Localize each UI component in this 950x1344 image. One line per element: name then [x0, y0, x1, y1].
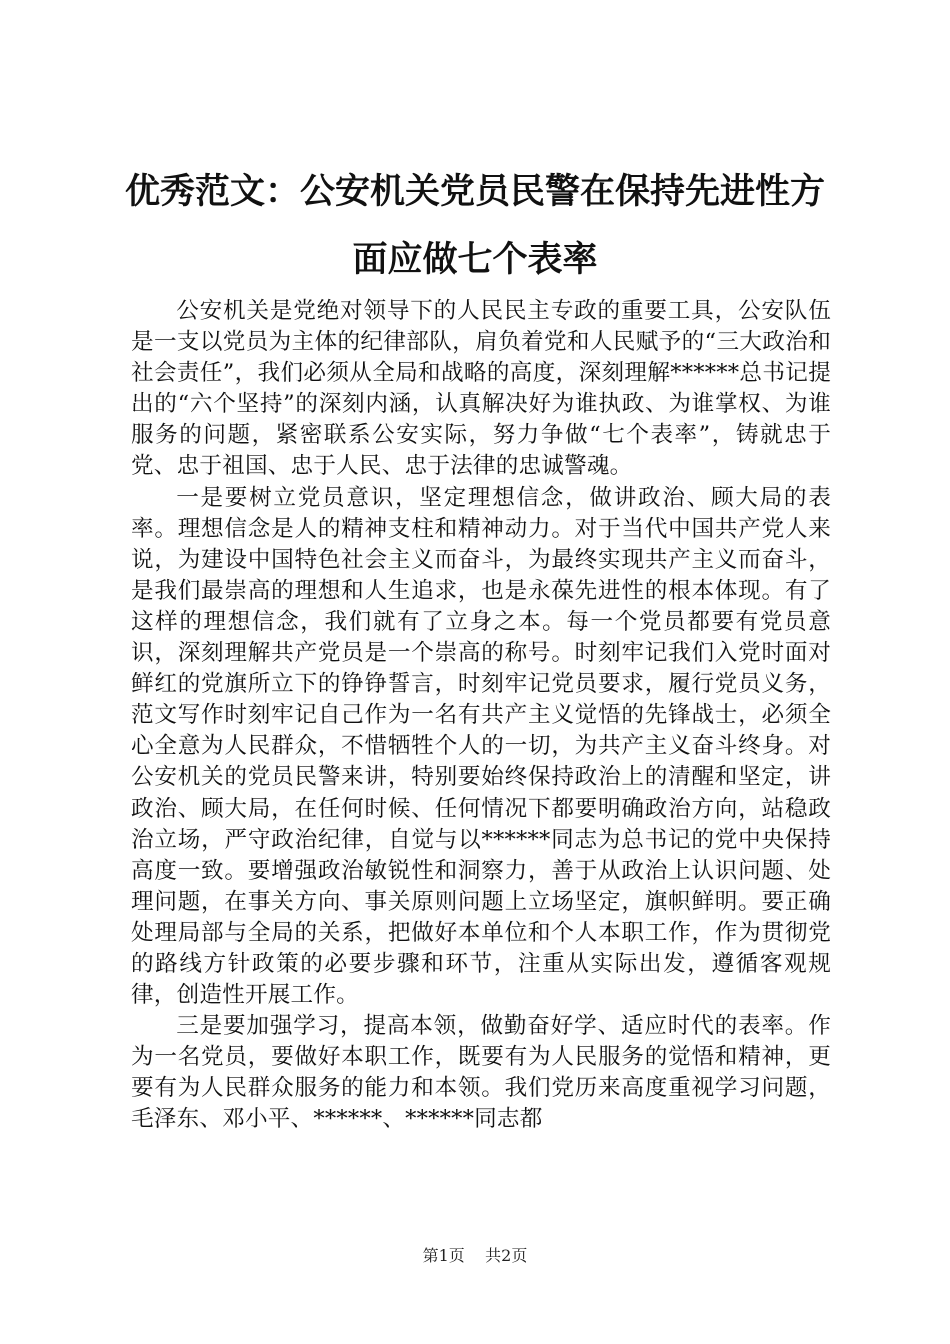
document-body: [131, 296, 831, 1136]
paragraph-three: 三是要加强学习，提高本领，做勤奋好学、适应时代的表率。作为一名党员，要做好本职工作，既要有为人民服务的觉悟和精神，更要有为人民群众服务的能力和本领。我们党历来高度重视学习问题，毛泽东、邓小平、******、******同志都: [131, 1013, 831, 1133]
total-pages: 共2页: [485, 1246, 528, 1265]
document-title: 优秀范文：公安机关党员民警在保持先进性方面应做七个表率: [124, 171, 825, 280]
footer-gap: [470, 1246, 480, 1266]
page-number: 第1页: [422, 1246, 465, 1265]
paragraph-intro: 公安机关是党绝对领导下的人民民主专政的重要工具，公安队伍是一支以党员为主体的纪律部队，肩负着党和人民赋予的“三大政治和社会责任”，我们必须从全局和战略的高度，深刻理解******总书记提出的“六个坚持”的深刻内涵，认真解决好为谁执政、为谁掌权、为谁服务的问题，紧密联系公安实际，努力争做“七个表率”，铸就忠于党、忠于祖国、忠于人民、忠于法律的忠诚警魂。: [131, 298, 832, 480]
paragraph-one: 一是要树立党员意识，坚定理想信念，做讲政治、顾大局的表率。理想信念是人的精神支柱和精神动力。对于当代中国共产党人来说，为建设中国特色社会主义而奋斗，为最终实现共产主义而奋斗，是我们最崇高的理想和人生追求，也是永葆先进性的根本体现。有了这样的理想信念，我们就有了立身之本。每一个党员都要有党员意识，深刻理解共产党员是一个崇高的称号。时刻牢记我们入党时面对鲜红的党旗所立下的铮铮誓言，时刻牢记党员要求，履行党员义务，范文写作时刻牢记自己作为一名有共产主义觉悟的先锋战士，必须全心全意为人民群众，不惜牺牲个人的一切，为共产主义奋斗终身。对公安机关的党员民警来讲，特别要始终保持政治上的清醒和坚定，讲政治、顾大局，在任何时候、任何情况下都要明确政治方向，站稳政治立场，严守政治纪律，自觉与以******同志为总书记的党中央保持高度一致。要增强政治敏锐性和洞察力，善于从政治上认识问题、处理问题，在事关方向、事关原则问题上立场坚定，旗帜鲜明。要正确处理局部与全局的关系，把做好本单位和个人本职工作，作为贯彻党的路线方针政策的必要步骤和环节，注重从实际出发，遵循客观规律，创造性开展工作。: [131, 484, 831, 1009]
page-footer: [0, 1246, 950, 1266]
